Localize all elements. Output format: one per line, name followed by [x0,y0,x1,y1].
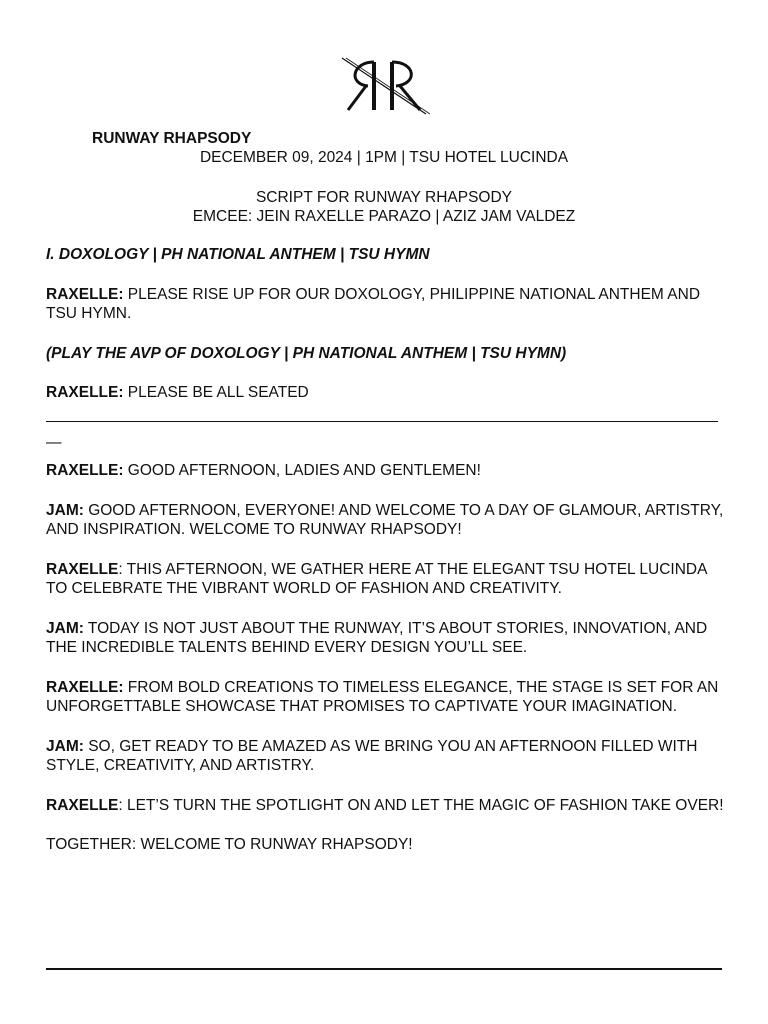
dialogue-line [46,560,726,599]
dialogue-text: PLEASE RISE UP FOR OUR DOXOLOGY, PHILIPPINE NATIONAL ANTHEM AND TSU HYMN. [46,285,701,322]
script-title: SCRIPT FOR RUNWAY RHAPSODY [255,189,513,206]
speaker-name: RAXELLE [46,796,119,814]
closing-rule [46,968,722,970]
section-1 [46,245,726,403]
dialogue-text: GOOD AFTERNOON, LADIES AND GENTLEMEN! [123,462,481,479]
speaker-name: RAXELLE: [46,285,124,303]
dialogue-line [46,461,726,481]
dialogue-line [46,619,726,658]
dialogue-line [46,383,726,403]
dialogue-text: GOOD AFTERNOON, EVERYONE! AND WELCOME TO A DAY OF GLAMOUR, ARTISTRY, AND INSPIRATION. WELCOME TO RUNWAY RHAPSODY! [46,501,724,538]
speaker-name: RAXELLE: [46,384,124,401]
event-details: DECEMBER 09, 2024 | 1PM | TSU HOTEL LUCINDA [199,149,569,166]
dialogue-text: : LET’S TURN THE SPOTLIGHT ON AND LET THE MAGIC OF FASHION TAKE OVER! [118,796,724,814]
separator-line [46,421,718,422]
speaker-name: RAXELLE [46,560,119,578]
dialogue-line [46,737,726,776]
dialogue-text: PLEASE BE ALL SEATED [123,384,309,401]
dialogue-line [46,678,726,717]
speaker-name: JAM: [46,737,84,755]
stage-direction: (PLAY THE AVP OF DOXOLOGY | PH NATIONAL ANTHEM | TSU HYMN) [46,344,567,362]
event-title: RUNWAY RHAPSODY [92,130,252,147]
rr-monogram-logo [338,56,430,118]
section-heading: I. DOXOLOGY | PH NATIONAL ANTHEM | TSU HYMN [46,246,430,263]
dialogue-line [46,796,726,816]
speaker-name: RAXELLE: [46,678,124,696]
dialogue-line [46,285,726,324]
dialogue-line [46,501,726,540]
closing-line: TOGETHER: WELCOME TO RUNWAY RHAPSODY! [46,836,413,853]
speaker-name: JAM: [46,501,84,519]
dialogue-text: FROM BOLD CREATIONS TO TIMELESS ELEGANCE, THE STAGE IS SET FOR AN UNFORGETTABLE SHOWCASE THAT PROMISES TO CAPTIVATE YOUR IMAGINATION. [46,678,719,715]
emcee-line: EMCEE: JEIN RAXELLE PARAZO | AZIZ JAM VALDEZ [192,208,576,225]
speaker-name: JAM: [46,619,84,637]
dialogue-text: TODAY IS NOT JUST ABOUT THE RUNWAY, IT’S ABOUT STORIES, INNOVATION, AND THE INCREDIBLE TALENTS BEHIND EVERY DESIGN YOU’LL SEE. [46,619,708,656]
dialogue-text: SO, GET READY TO BE AMAZED AS WE BRING YOU AN AFTERNOON FILLED WITH STYLE, CREATIVITY, AND ARTISTRY. [46,737,698,774]
separator-tail: — [46,434,62,451]
speaker-name: RAXELLE: [46,462,124,479]
dialogue-text: : THIS AFTERNOON, WE GATHER HERE AT THE ELEGANT TSU HOTEL LUCINDA TO CELEBRATE THE VIBRANT WORLD OF FASHION AND CREATIVITY. [46,560,707,597]
dialogue-block [46,461,726,855]
